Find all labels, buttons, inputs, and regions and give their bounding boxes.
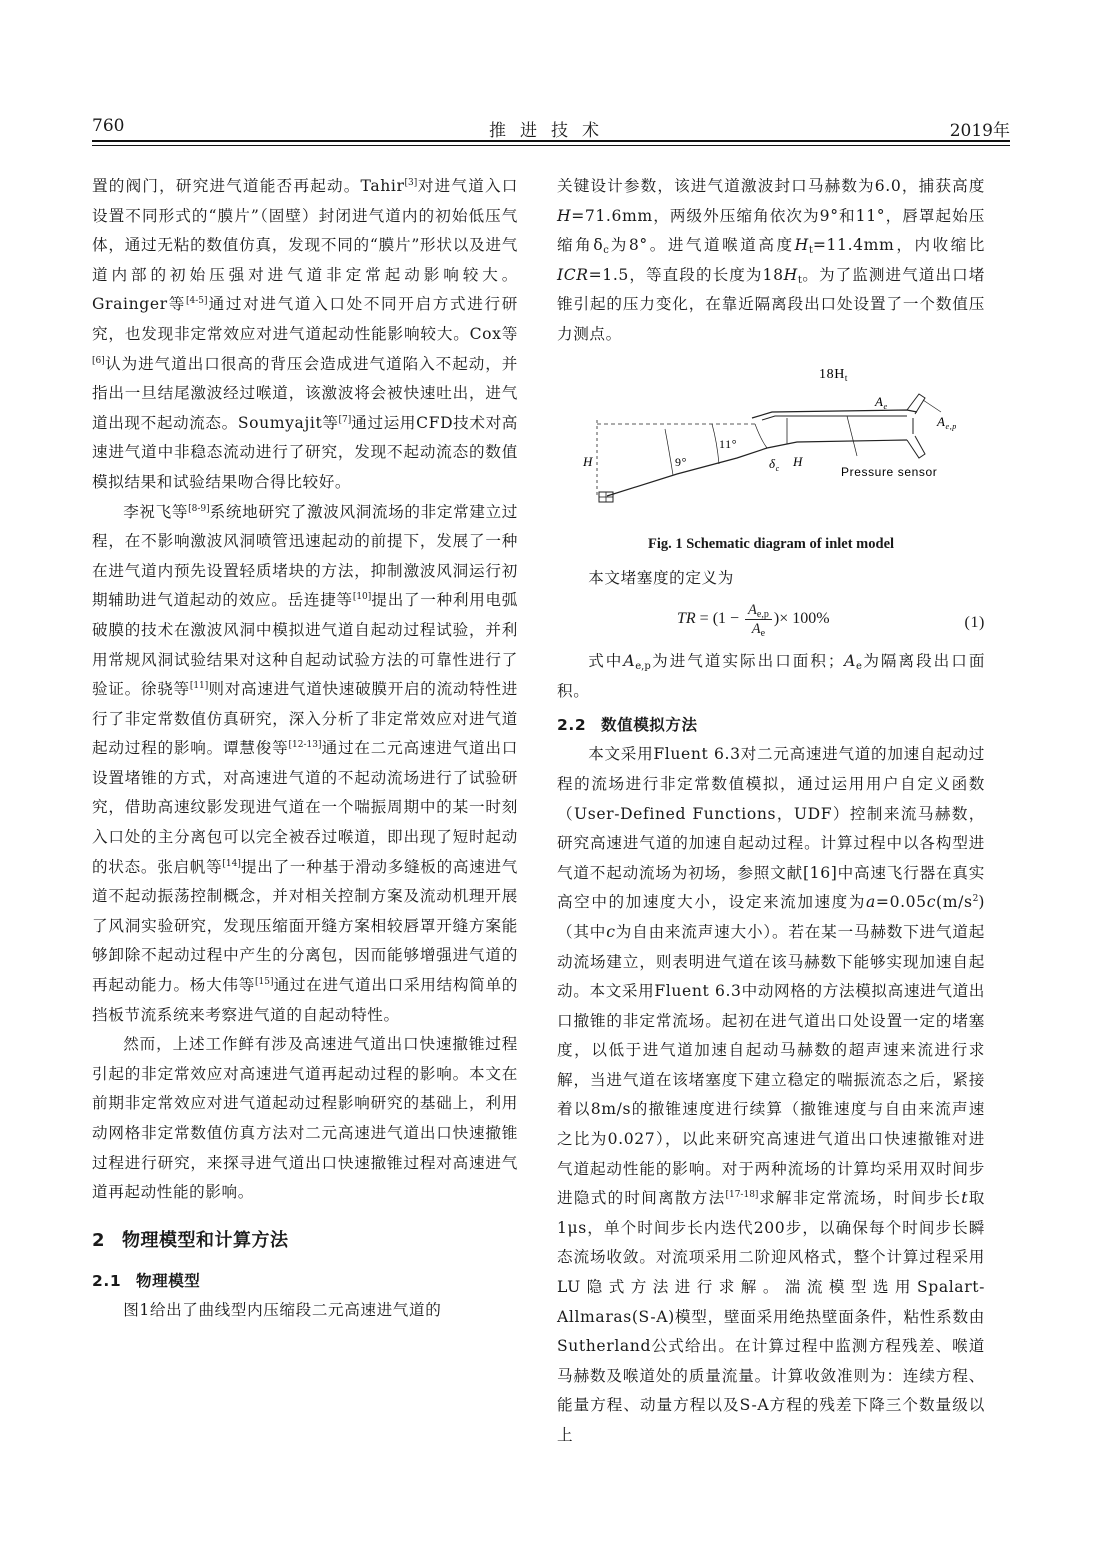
math-sub: e (856, 661, 862, 673)
math-var: t (961, 1189, 969, 1208)
eq-lhs: TR (677, 610, 696, 628)
text-run: 关键设计参数，该进气道激波封口马赫数为6.0，捕获高度 (557, 177, 985, 195)
paragraph (92, 172, 518, 498)
angle-11-arc (712, 424, 719, 464)
text-run: 则对高速进气道快速破膜开启的流动特性进行了非定常数值仿真研究，深入分析了非定常效应对进气道起动过程的影响。谭慧俊等 (92, 680, 518, 758)
label-sub: t (844, 372, 849, 383)
eq-denominator (745, 620, 772, 638)
math-var: c (606, 922, 616, 941)
math-sub: c (603, 245, 609, 257)
text-run: 取1μs，单个时间步长内迭代200步，以确保每个时间步长瞬态流场收敛。对流项采用二阶迎风格式，整个计算过程采用LU隐式方法进行求解。湍流模型选用Spalart-Allmaras(S-A)模型，壁面采用绝热壁面条件，粘性系数由Sutherland公式给出。在计算过程中监测方程残差、喉道马赫数及喉道处的质量流量。计算收敛准则为：连续方程、能量方程、动量方程以及S-A方程的残差下降三个数量级以上 (557, 1189, 985, 1444)
math-var: H (783, 265, 798, 284)
text-run: 为隔离段出口面积。 (557, 652, 986, 700)
label-18ht (819, 367, 848, 383)
figure-inlet-model (557, 354, 985, 532)
angle-9-arc (665, 429, 673, 475)
angle-dc-arc (755, 424, 767, 448)
inlet-schematic (557, 354, 985, 532)
right-column (557, 172, 985, 1451)
citation: [4-5] (186, 296, 208, 307)
text-run: 通过运用CFD技术对高速进气道中非稳态流动进行了研究，发现不起动流态的数值模拟结果和试验结果吻合得比较好。 (92, 413, 518, 491)
text-run: =71.6mm，两级外压缩角依次为9°和11°，唇罩起始压缩角δ (557, 206, 985, 255)
label-text: A (937, 413, 946, 429)
eq-numerator (745, 601, 772, 620)
paragraph: 然而，上述工作鲜有涉及高速进气道出口快速撤锥过程引起的非定常效应对高速进气道再起动过程的影响。本文在前期非定常效应对进气道起动过程影响研究的基础上，利用动网格非定常数值仿真方法对二元高速进气道出口快速撤锥过程进行研究，来探寻进气道出口快速撤锥过程对高速进气道再起动性能的影响。 (92, 1035, 518, 1202)
text-run: 为8°。进气道喉道高度 (608, 236, 795, 255)
subsection-title: 数值模拟方法 (601, 716, 698, 735)
label-text: 18H (819, 366, 845, 382)
label-ae (874, 394, 888, 411)
eq-fraction (745, 601, 772, 638)
math-sub: t (797, 274, 802, 286)
citation: [7] (338, 414, 352, 425)
paragraph (557, 172, 985, 350)
journal-year: 2019年 (949, 121, 1010, 141)
text-run: =0.05 (875, 893, 927, 912)
text-run: 提出了一种利用电弧破膜的技术在激波风洞中模拟进气道自起动过程试验，并利用常规风洞试验结果对这种自起动试验方法的可靠性进行了验证。徐骁等 (92, 591, 518, 699)
left-column (92, 172, 518, 1325)
label-text: A (875, 393, 884, 409)
label-sub: c (775, 463, 780, 473)
eq-op: = (1 − (695, 610, 744, 628)
text-run: 对进气道入口设置不同形式的“膜片”（固壁）封闭进气道内的初始低压气体，通过无粘的数值仿真，发现不同的“膜片”形状以及进气道内部的初始压强对进气道非定常起动影响较大。Grainger等 (92, 177, 518, 314)
aep-leader (923, 400, 941, 412)
math-sub: e,p (635, 661, 651, 673)
label-sub: e,p (945, 421, 957, 431)
eq-rhs: )× 100% (773, 610, 830, 628)
header-rule-thin (92, 145, 1010, 146)
math-var: ICR (557, 265, 589, 284)
math-var: A (623, 652, 636, 671)
header-rule-thick (92, 140, 1010, 142)
sensor-leader (847, 416, 857, 456)
text-run: =11.4mm，内收缩比 (812, 236, 985, 255)
citation: [11] (189, 681, 209, 692)
figure-caption: Fig. 1 Schematic diagram of inlet model (647, 535, 895, 552)
text-run: 为进气道实际出口面积； (650, 652, 845, 671)
equation-body (677, 601, 830, 638)
text-run: 李祝飞等 (123, 502, 189, 521)
math-var: A (751, 621, 761, 638)
subsection-number: 2.1 (92, 1271, 122, 1290)
page-number: 760 (92, 116, 125, 136)
text-run: 通过在二元高速进气道出口设置堵锥的方式，对高速进气道的不起动流场进行了试验研究，借助高速纹影发现进气道在一个喘振周期中的某一时刻入口处的主分离包可以完全被吞过喉道，即出现了短时起动的状态。张启帆等 (92, 739, 518, 876)
math-sub: t (808, 245, 813, 257)
paragraph (557, 740, 985, 1450)
label-hmid: H (793, 453, 803, 469)
section-title: 物理模型和计算方法 (122, 1229, 289, 1251)
paragraph: 图1给出了曲线型内压缩段二元高速进气道的 (123, 1300, 442, 1319)
text-run: 通过在进气道出口采用结构简单的挡板节流系统来考察进气道的自起动特性。 (92, 976, 518, 1024)
cowl-inner-line (762, 416, 907, 420)
text-run: 通过对进气道入口处不同开启方式进行研究，也发现非定常效应对进气道起动性能影响较大。Cox等 (92, 295, 518, 343)
math-var: A (748, 602, 757, 619)
subsection-heading (92, 1266, 518, 1296)
citation: [14] (222, 858, 241, 869)
label-pressure-sensor: Pressure sensor (841, 464, 938, 479)
math-var: a (866, 893, 876, 912)
math-var: A (844, 652, 857, 671)
equation-1 (557, 595, 985, 641)
text-run: 。为了监测进气道出口堵锥引起的压力变化，在靠近隔离段出口处设置了一个数值压力测点。 (557, 265, 985, 343)
label-h: H (583, 453, 593, 469)
subsection-number: 2.2 (557, 716, 587, 735)
subsection-title: 物理模型 (136, 1271, 201, 1290)
text-run: 提出了一种基于滑动多缝板的高速进气道不起动振荡控制概念，并对相关控制方案及流动机理开展了风洞实验研究，发现压缩面开缝方案相较唇罩开缝方案能够卸除不起动过程中产生的分离包，因而能够增强进气道的再起动能力。杨大伟等 (92, 857, 518, 995)
citation: [17-18] (725, 1190, 759, 1201)
text-run: 置的阀门，研究进气道能否再起动。Tahir (92, 177, 405, 195)
section-heading (92, 1226, 518, 1256)
math-var: c (926, 893, 937, 912)
citation: [10] (352, 592, 372, 603)
paragraph: 本文堵塞度的定义为 (588, 568, 734, 587)
label-11deg: 11° (719, 436, 738, 451)
text-run: 本文采用Fluent 6.3对二元高速进气道的加速自起动过程的流场进行非定常数值模拟，通过运用用户自定义函数（User-Defined Functions，UDF）控制来流马赫数，研究高速进气道的加速自起动过程。计算过程中以各构型进气道不起动流场为初场，参照文献[16]中高速飞行器在真实高空中的加速度大小，设定来流加速度为 (557, 745, 985, 912)
plug-lower (907, 436, 925, 458)
citation: [3] (404, 178, 418, 188)
math-var: H (794, 236, 809, 255)
math-sub: e (760, 628, 766, 640)
text-run: 求解非定常流场，时间步长 (758, 1189, 962, 1208)
citation: [6] (92, 355, 105, 366)
text-run: 为自由来流声速大小）。若在某一马赫数下进气道起动流场建立，则表明进气道在该马赫数下能够实现加速自起动。本文采用Fluent 6.3中动网格的方法模拟高速进气道出口撤锥的非定常流场。起初在进气道出口处设置一定的堵塞度，以低于进气道加速自起动马赫数的超声速来流进行求解，当进气道在该堵塞度下建立稳定的喘振流态之后，紧接着以8m/s的撤锥速度进行续算（撤锥速度与自由来流声速之比为0.027），以此来研究高速进气道出口快速撤锥对进气道起动性能的影响。对于两种流场的计算均采用双时间步进隐式的时间离散方法 (557, 922, 985, 1208)
citation: [15] (255, 977, 274, 988)
label-aep (936, 414, 957, 431)
label-text: δ (769, 455, 776, 471)
math-var: H (557, 206, 572, 225)
text-run: =1.5，等直段的长度为18 (588, 265, 784, 284)
text-run: (m/s (936, 893, 973, 912)
cowl-line (752, 410, 917, 418)
label-9deg: 9° (675, 454, 687, 469)
text-run: )（其中 (557, 893, 985, 941)
journal-name: 推进技术 (489, 121, 613, 141)
text-run: 式中 (588, 652, 624, 671)
text-run: 系统地研究了激波风洞流场的非定常建立过程，在不影响激波风洞喷管迅速起动的前提下，发展了一种在进气道内预先设置轻质堵块的方法，抑制激波风洞运行初期辅助进气道起动的效应。岳连捷等 (92, 502, 518, 610)
citation: [8-9] (188, 503, 210, 514)
label-sub: e (883, 401, 888, 411)
section-number: 2 (92, 1229, 106, 1251)
math-sup: 2 (972, 894, 979, 905)
paragraph (92, 498, 518, 1031)
paragraph (557, 647, 985, 706)
label-dc (769, 456, 780, 473)
subsection-heading (557, 710, 985, 740)
math-sub: e,p (756, 609, 769, 621)
citation: [12-13] (288, 740, 322, 751)
equation-number: (1) (964, 614, 985, 632)
text-run: 认为进气道出口很高的背压会造成进气道陷入不起动，并指出一旦结尾激波经过喉道，该激波将会被快速吐出，进气道出现不起动流态。Soumyajit等 (92, 354, 518, 432)
